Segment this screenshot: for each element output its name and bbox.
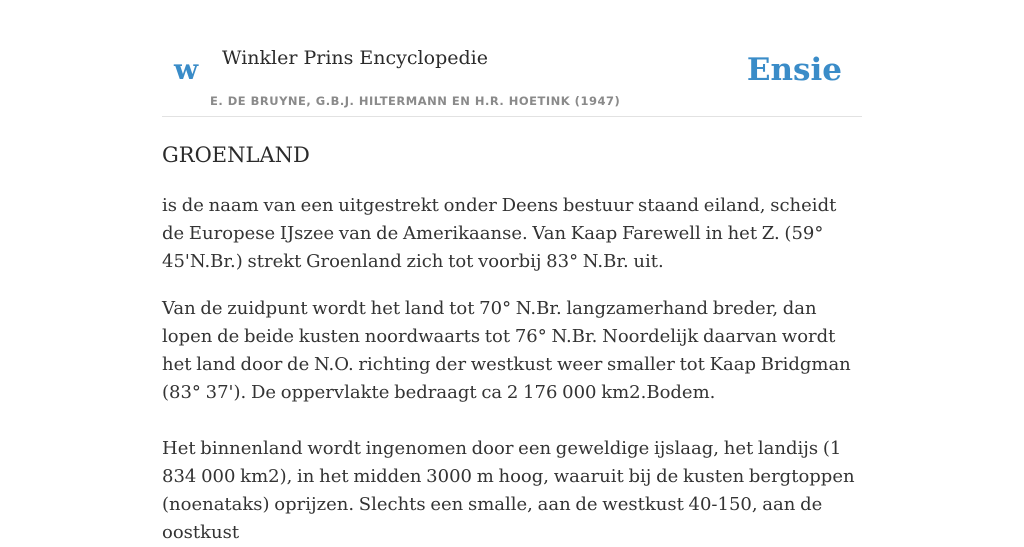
article-title: GROENLAND — [162, 143, 310, 167]
page — [162, 0, 862, 543]
article-paragraph: Het binnenland wordt ingenomen door een geweldige ijslaag, het landijs (1 834 000 km2), in het midden 3000 m hoog, waaruit bij de kusten bergtoppen (noenataks) oprijzen. Slechts een smalle, aan de westkust 40-150, aan de oostkust — [162, 438, 855, 543]
article-paragraph: is de naam van een uitgestrekt onder Deens bestuur staand eiland, scheidt de Europese IJszee van de Amerikaanse. Van Kaap Farewell in het Z. (59° 45'N.Br.) strekt Groenland zich tot voorbij 83° N.Br. uit. — [162, 195, 837, 272]
encyclopedia-title[interactable]: Winkler Prins Encyclopedie — [222, 47, 488, 69]
winkler-prins-logo-icon: w — [174, 53, 199, 86]
encyclopedia-authors: E. DE BRUYNE, G.B.J. HILTERMANN EN H.R. HOETINK (1947) — [210, 94, 621, 108]
ensie-brand-logo[interactable]: Ensie — [746, 52, 842, 88]
article-paragraph: Van de zuidpunt wordt het land tot 70° N.Br. langzamerhand breder, dan lopen de beide kusten noordwaarts tot 76° N.Br. Noordelijk daarvan wordt het land door de N.O. richting der westkust weer smaller tot Kaap Bridgman (83° 37'). De oppervlakte bedraagt ca 2 176 000 km2.Bodem. — [162, 298, 851, 403]
header — [162, 0, 862, 117]
